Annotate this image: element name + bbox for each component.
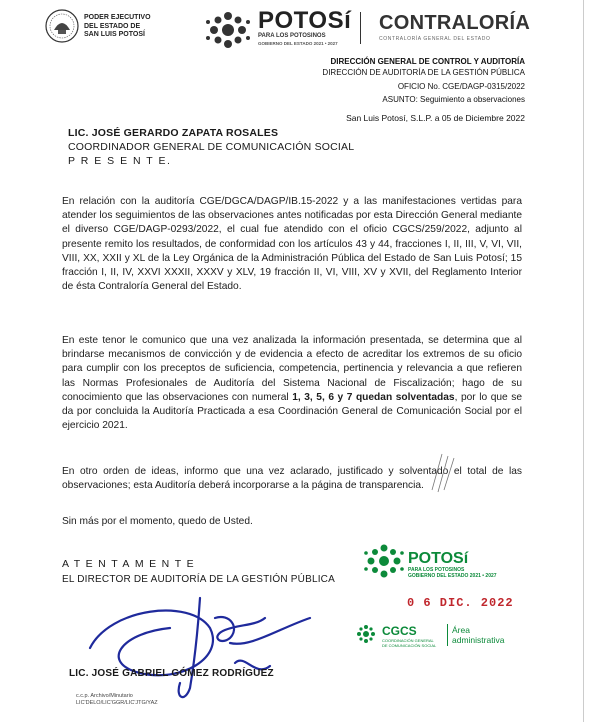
contraloria-subtitle: CONTRALORÍA GENERAL DEL ESTADO	[379, 36, 491, 42]
body-paragraph-3: En otro orden de ideas, informo que una vez aclarado, justificado y solventado el total de las observaciones; esta Auditoría deberá incorporarse a la página de transparencia.	[62, 466, 522, 492]
area-administrativa-label	[452, 625, 504, 645]
cgcs-sub-line-2: DE COMUNICACIÓN SOCIAL	[382, 643, 437, 648]
contraloria-brand: CONTRALORÍA	[379, 12, 531, 34]
potosi-brand: POTOSí	[258, 7, 352, 34]
gov-line: PODER EJECUTIVO	[84, 14, 151, 21]
cgcs-divider	[447, 624, 448, 646]
handwritten-signature	[80, 588, 320, 708]
department-direction: DIRECCIÓN DE AUDITORÍA DE LA GESTIÓN PÚBLICA	[322, 68, 525, 77]
addressee-title: COORDINADOR GENERAL DE COMUNICACIÓN SOCIAL	[68, 141, 355, 153]
atentamente: ATENTAMENTE	[62, 558, 200, 570]
received-date-stamp: 0 6 DIC. 2022	[407, 596, 514, 610]
area-line-1: Área	[452, 625, 470, 635]
cgcs-word: CGCS	[382, 624, 417, 638]
ccp-initials: LIC'DELO/LIC'GGR/LIC'JTG/YAZ	[76, 700, 158, 706]
oficio-number: OFICIO No. CGE/DAGP-0315/2022	[397, 82, 525, 91]
potosi-flower-logo-icon	[202, 8, 254, 52]
potosi-stamp-flower-icon	[362, 540, 406, 582]
state-seal-icon	[44, 8, 80, 44]
body-paragraph-4: Sin más por el momento, quedo de Usted.	[62, 516, 253, 527]
solventadas-highlight: 1, 3, 5, 6 y 7 quedan solventadas	[292, 391, 455, 403]
pen-scribble-mark	[424, 450, 464, 495]
gov-line: DEL ESTADO DE	[84, 22, 141, 30]
government-label	[84, 14, 151, 40]
cgcs-logo-icon	[355, 623, 377, 645]
body-paragraph-1: En relación con la auditoría CGE/DGCA/DAGP/IB.15-2022 y a las manifestaciones vertidas para atender los seguimientos de las observaciones antes notificadas por esta Dirección General mediante el diverso CGE/DAGP-0293/2022, el cual fue atendido con el oficio CGCS/259/2022, adjunto al presente remito los resultados, de conformidad con los artículos 43 y 44, fracciones I, II, III, V, VI, VII, VIII, XX, XXII y XL de la Ley Orgánica de la Administración Pública del Estado de San Luis Potosí; 15 fracción I, II, IV, XXVI XXXII, XXXV y XLV, 19 fracción II, VI, VIII, XV y XVII, del Reglamento Interior de ésta Contraloría General del Estado.	[62, 196, 522, 293]
stamp-potosi-word: POTOSí	[408, 550, 469, 567]
date-line: San Luis Potosí, S.L.P. a 05 de Diciembre 2022	[346, 113, 525, 123]
body-paragraph-2	[62, 334, 522, 433]
scan-edge	[583, 0, 584, 722]
carbon-copy	[76, 693, 158, 707]
paragraph-2-text-b: , por lo que se da por concluida la Auditoría Practicada a esa Coordinación General de Comunicación Social por el ejercicio 2021.	[62, 391, 523, 432]
cgcs-subtitle	[382, 638, 436, 648]
paragraph-2-text-a: En este tenor le comunico que una vez analizada la información presentada, se determina que al brindarse mecanismos de convicción y de evidencia a efecto de acreditar los extremos de su oficio para cumplir con los preceptos de suficiencia, competencia, pertinencia y relevancia a que refieren las Normas Profesionales de Auditoría del Sistema Nacional de Fiscalización; hago de su conocimiento que las observaciones con numeral	[62, 335, 522, 403]
potosi-government-years: GOBIERNO DEL ESTADO 2021 • 2027	[258, 41, 338, 46]
stamp-tagline	[408, 567, 497, 579]
gov-line: SAN LUIS POTOSÍ	[84, 31, 145, 38]
addressee-name: LIC. JOSÉ GERARDO ZAPATA ROSALES	[68, 127, 279, 139]
ccp-line: c.c.p. Archivo/Minutario	[76, 693, 133, 699]
stamp-tagline-1: PARA LOS POTOSINOS	[408, 567, 465, 573]
subject-line: ASUNTO: Seguimiento a observaciones	[382, 95, 525, 104]
area-line-2: administrativa	[452, 635, 505, 645]
director-title: EL DIRECTOR DE AUDITORÍA DE LA GESTIÓN PÚBLICA	[62, 574, 335, 585]
stamp-tagline-2: GOBIERNO DEL ESTADO 2021 • 2027	[408, 573, 497, 579]
header-divider	[360, 12, 361, 44]
cgcs-sub-line-1: COORDINACIÓN GENERAL	[382, 638, 434, 643]
addressee-presente: P R E S E N T E.	[68, 155, 172, 167]
department-general: DIRECCIÓN GENERAL DE CONTROL Y AUDITORÍA	[330, 57, 525, 66]
signer-name: LIC. JOSÉ GABRIEL GÓMEZ RODRÍGUEZ	[69, 668, 274, 679]
potosi-tagline: PARA LOS POTOSINOS	[258, 33, 326, 39]
